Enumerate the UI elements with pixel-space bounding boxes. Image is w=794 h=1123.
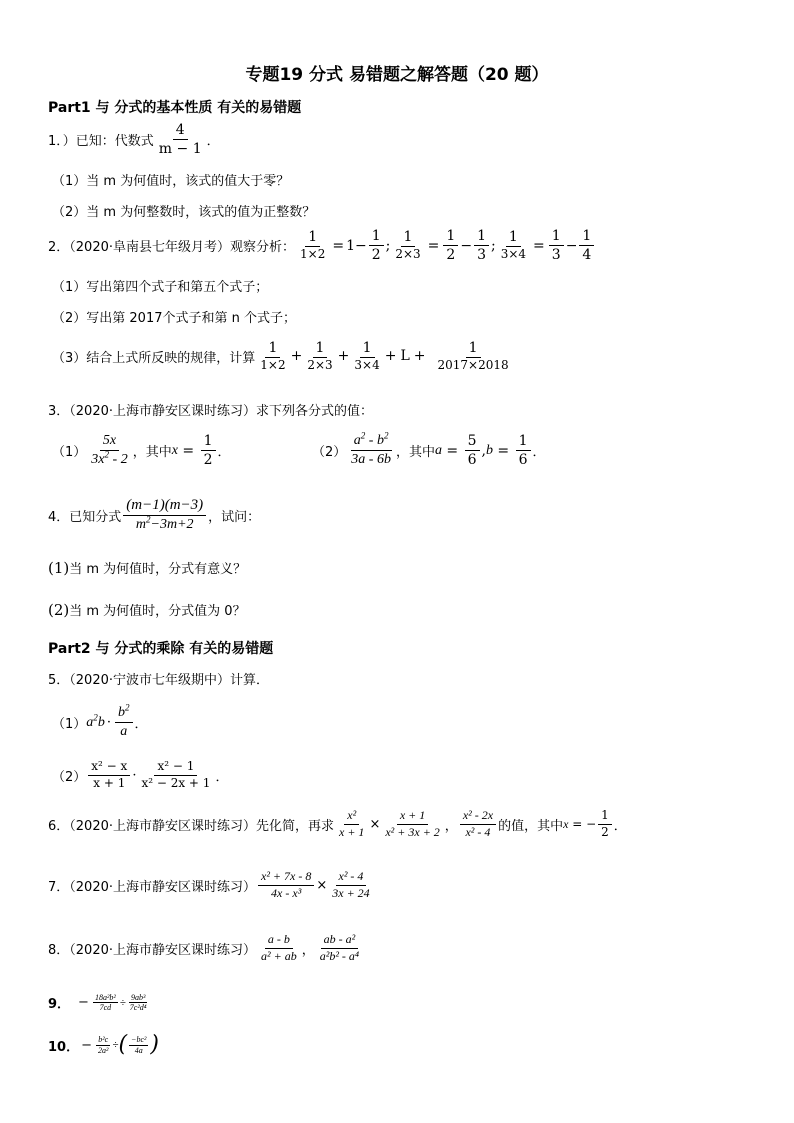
q4-sub2-number: (2) [48,600,70,619]
q10-frac-2 [129,1035,148,1054]
q6-d3: x² - 4 [465,824,491,839]
q3-label-2: （2） [312,445,347,461]
q3-frac-1 [88,433,130,468]
q2-sum-frac-4 [428,340,519,373]
q9-div: ÷ [119,996,126,1009]
q2-frac-3 [392,229,423,262]
q10-div: ÷ [112,1039,119,1051]
q4-prefix: 4．已知分式 [48,509,122,525]
q1-sub2: （2）当 m 为何整数时，该式的值为正整数？ [52,205,316,220]
q5-e2-n2: x² − 1 [154,760,197,776]
q10-d2: 4a [134,1045,143,1055]
q4-sub1-number: (1) [48,558,70,577]
q2-f4-num: 1 [443,228,458,246]
q2-f3-num: 1 [401,229,416,247]
q2-f8-num: 1 [579,228,594,246]
q2-frac-1 [297,229,328,262]
q1-sub1: （1）当 m 为何值时，该式的值大于零？ [52,174,290,189]
question-7 [48,870,375,901]
q5-e1-dot: · [106,715,111,731]
q2-f1-num: 1 [305,229,320,247]
q2-s4-num: 1 [466,340,481,358]
question-3: 3．（2020·上海市静安区课时练习）求下列各分式的值： [48,404,373,419]
q1-denominator: m − 1 [158,141,202,158]
q5-e1-fraction [115,702,133,740]
q2-f2-num: 1 [369,228,384,246]
q3-dot-1: ． [217,445,231,461]
question-8 [48,933,364,964]
q3-16-den: 6 [518,452,528,469]
q3-f1-den-sq: 2 [104,449,110,460]
q2-s3-den: 3×4 [354,358,380,373]
q2-f7-den: 3 [551,247,561,264]
q3-var-x: x [171,442,178,458]
q5-e1-term [86,711,105,731]
q2-f4-den: 2 [446,247,456,264]
q6-half-den: 2 [601,824,609,839]
page-title: 专题19 分式 易错题之解答题（20 题） [245,65,549,85]
q4-sub1-text: 当 m 为何值时，分式有意义？ [69,562,247,577]
q8-n1: a - b [265,933,293,949]
q3-f2-num-a: a [353,433,361,448]
q9-frac-2 [128,993,149,1012]
q3-f2-num-sq1: 2 [360,430,366,441]
q2-eq-3: = [533,237,545,254]
q1-prefix: 1．）已知：代数式 [48,134,154,150]
q2-f8-den: 4 [582,247,592,264]
q2-f7-num: 1 [549,228,564,246]
q10-n2: −bc² [131,1035,147,1045]
q5-part1 [52,702,148,740]
part2-heading: Part2 与 分式的乘除 有关的易错题 [48,641,274,657]
q3-label-1: （1） [52,445,87,461]
q6-var-x: x [563,816,569,831]
q7-frac-2 [329,870,372,901]
q7-d2: 3x + 24 [332,885,370,900]
q8-d1: a² + ab [261,948,297,963]
q3-var-a: a [434,442,442,458]
q2-f6-den: 3×4 [500,247,527,262]
q6-dot: ． [613,818,627,834]
q2-sub1: （1）写出第四个式子和第五个式子； [52,280,269,295]
q4-sub2-text: 当 m 为何值时，分式值为 0？ [69,604,246,619]
q4-den-rest: −3m+2 [150,517,194,533]
q4-tail: ，试问： [208,509,261,525]
q4-sub1 [48,558,246,577]
q3-f2-den: 3a - 6b [351,452,391,468]
q2-ellipsis: L [400,348,410,365]
q3-f2-num-sq2: 2 [383,430,389,441]
q9-n1: 18a²b² [94,993,116,1002]
q5-e1-tail: ． [134,717,148,733]
q4-den-m: m [135,517,146,533]
q3-where-1: ，其中 [132,445,172,461]
q10-prefix: 10． [48,1039,80,1055]
q3-part2 [312,430,546,469]
q2-eq-1: = [332,237,345,254]
q3-half-den: 2 [203,452,213,469]
q2-sum-frac-1 [257,340,288,373]
q6-frac-3 [460,809,496,840]
part1-heading: Part1 与 分式的基本性质 有关的易错题 [48,100,302,116]
q3-f2-num [351,430,392,451]
q10-d1: 2a² [98,1045,109,1055]
q3-f1-den [88,451,130,468]
q8-d2: a²b² - a⁴ [319,948,360,963]
q6-n3: x² - 2x [460,809,496,825]
q3-one-sixth [516,433,531,468]
q4-den-sq: 2 [146,514,151,525]
q8-prefix: 8．（2020·上海市静安区课时练习） [48,942,256,958]
q5-e1-num [115,702,133,723]
q7-times: × [316,877,328,893]
q6-prefix: 6．（2020·上海市静安区课时练习）先化简，再求 [48,818,334,834]
q2-s4-den: 2017×2018 [437,358,509,373]
q3-56-num: 5 [465,433,480,451]
q2-plus-1: + [290,348,303,365]
q5-e2-frac-2 [138,760,213,791]
q4-fraction [123,497,206,533]
q1-numerator: 4 [173,122,188,140]
q2-sub3-text: （3）结合上式所反映的规律，计算 [52,350,256,366]
q2-one-minus: 1− [346,237,367,254]
q6-n2: x + 1 [397,809,428,825]
q2-f3-den: 2×3 [395,247,421,262]
q3-f1-den-b: - 2 [109,452,128,468]
q3-eq-1: = [177,442,199,459]
q6-half-num: 1 [598,809,612,825]
q5-label-1: （1） [52,717,87,733]
q2-s1-den: 1×2 [260,358,286,373]
question-9 [48,993,151,1012]
q3-half-num: 1 [201,433,216,451]
question-5: 5．（2020·宁波市七年级期中）计算． [48,673,269,688]
q2-sum-frac-3 [351,340,382,373]
q5-e1-a: a [86,714,94,730]
question-6 [48,809,627,840]
q8-n2: ab - a² [321,933,359,949]
q5-e2-frac-1 [88,760,130,791]
q5-e1-num-b: b [117,705,125,720]
q2-sub2: （2）写出第 2017个式子和第 n 个式子； [52,311,296,326]
q2-f5-den: 3 [477,247,486,264]
question-4 [48,497,260,533]
q10-expression [94,1034,159,1056]
q2-f2-den: 2 [371,247,381,264]
q2-semi-1: ; [385,237,391,254]
q5-e2-d1: x + 1 [93,775,126,790]
q8-comma: ， [301,942,315,958]
q2-f1-den: 1×2 [300,247,326,262]
q2-frac-7 [549,228,564,263]
q3-16-num: 1 [516,433,531,451]
q3-comma: , [481,442,486,459]
q6-n1: x² [344,809,359,825]
q6-mid-text: 的值，其中 [498,818,564,834]
q5-e1-b: b [97,714,105,730]
q10-right-paren: ) [150,1032,159,1057]
q2-sub3 [52,340,521,373]
q7-n1: x² + 7x - 8 [258,870,314,886]
q7-d1: 4x - x³ [271,885,302,900]
q7-n2: x² - 4 [336,870,367,886]
q2-s2-num: 1 [313,340,328,358]
q3-f1-num: 5x [100,433,119,451]
q8-frac-1 [258,933,300,964]
q5-e1-den: a [120,724,128,740]
q3-eq-3: = [492,442,514,459]
q2-pattern [295,228,596,263]
q3-where-2: ，其中 [395,445,435,461]
q1-fraction [156,122,205,157]
q9-minus: − [78,995,89,1011]
q2-frac-5 [474,228,489,263]
q9-prefix: 9． [48,997,71,1013]
q9-d1: 7cd [99,1003,112,1013]
q2-frac-4 [443,228,458,263]
q2-s3-num: 1 [360,340,375,358]
q6-eq: = − [568,817,597,832]
q2-minus-1: − [460,237,473,254]
q2-f6-num: 1 [506,229,521,247]
q3-part1 [52,433,231,468]
q5-e2-n1: x² − x [88,760,130,776]
q4-denominator [133,516,197,533]
q10-minus: − [81,1037,92,1053]
question-2 [48,228,596,263]
q6-d1: x + 1 [339,824,365,839]
q9-expression [91,993,151,1012]
q4-numerator: (m−1)(m−3) [123,497,206,516]
q10-n1: b²c [98,1035,109,1045]
q5-e1-a-sq: 2 [93,711,98,722]
q3-frac-2 [348,430,394,468]
q5-label-2: （2） [52,769,87,785]
q4-sub2 [48,600,246,619]
q2-s2-den: 2×3 [307,358,333,373]
q1-tail: ． [206,134,220,150]
q6-d2: x² + 3x + 2 [385,824,440,839]
q5-e2-tail: ． [215,769,229,785]
q6-frac-2 [382,809,442,840]
q10-left-paren: ( [118,1032,128,1057]
q3-eq-2: = [441,442,463,459]
q2-frac-6 [498,229,529,262]
q2-semi-2: ; [490,237,496,254]
q5-e2-d2: x² − 2x + 1 [141,775,211,790]
q8-frac-2 [317,933,362,964]
q6-half [598,809,612,840]
q9-n2: 9ab³ [130,993,146,1002]
q2-sum-expression [255,340,520,373]
q3-56-den: 6 [467,452,477,469]
q3-var-b: b [485,442,493,458]
question-10 [48,1034,159,1056]
q3-half [201,433,216,468]
q3-five-sixths [465,433,480,468]
q2-frac-8 [579,228,594,263]
q2-frac-2 [369,228,384,263]
q5-part2 [52,760,228,791]
q10-frac-1 [96,1035,110,1054]
q2-prefix: 2．（2020·阜南县七年级月考）观察分析： [48,240,295,256]
q2-s1-num: 1 [265,340,280,358]
q2-eq-2: = [427,237,440,254]
q9-d2: 7c²d⁴ [129,1003,147,1013]
q2-plus-3: + [384,348,397,365]
q2-minus-2: − [565,237,578,254]
q3-f1-den-a: 3x [91,452,105,468]
q3-dot-2: ． [532,445,546,461]
q6-frac-1 [336,809,367,840]
q5-e2-dot: · [132,767,137,783]
q6-times: × [369,816,381,832]
q2-plus-4: + [413,348,426,365]
q7-frac-1 [258,870,314,901]
q2-sum-frac-2 [304,340,335,373]
q5-e1-num-sq: 2 [124,702,130,713]
q2-plus-2: + [337,348,350,365]
q3-f2-num-b: - b [365,433,384,448]
q7-prefix: 7．（2020·上海市静安区课时练习） [48,879,256,895]
question-1 [48,122,220,157]
q9-frac-1 [93,993,118,1012]
q6-comma: ， [444,818,458,834]
q2-f5-num: 1 [474,228,489,246]
